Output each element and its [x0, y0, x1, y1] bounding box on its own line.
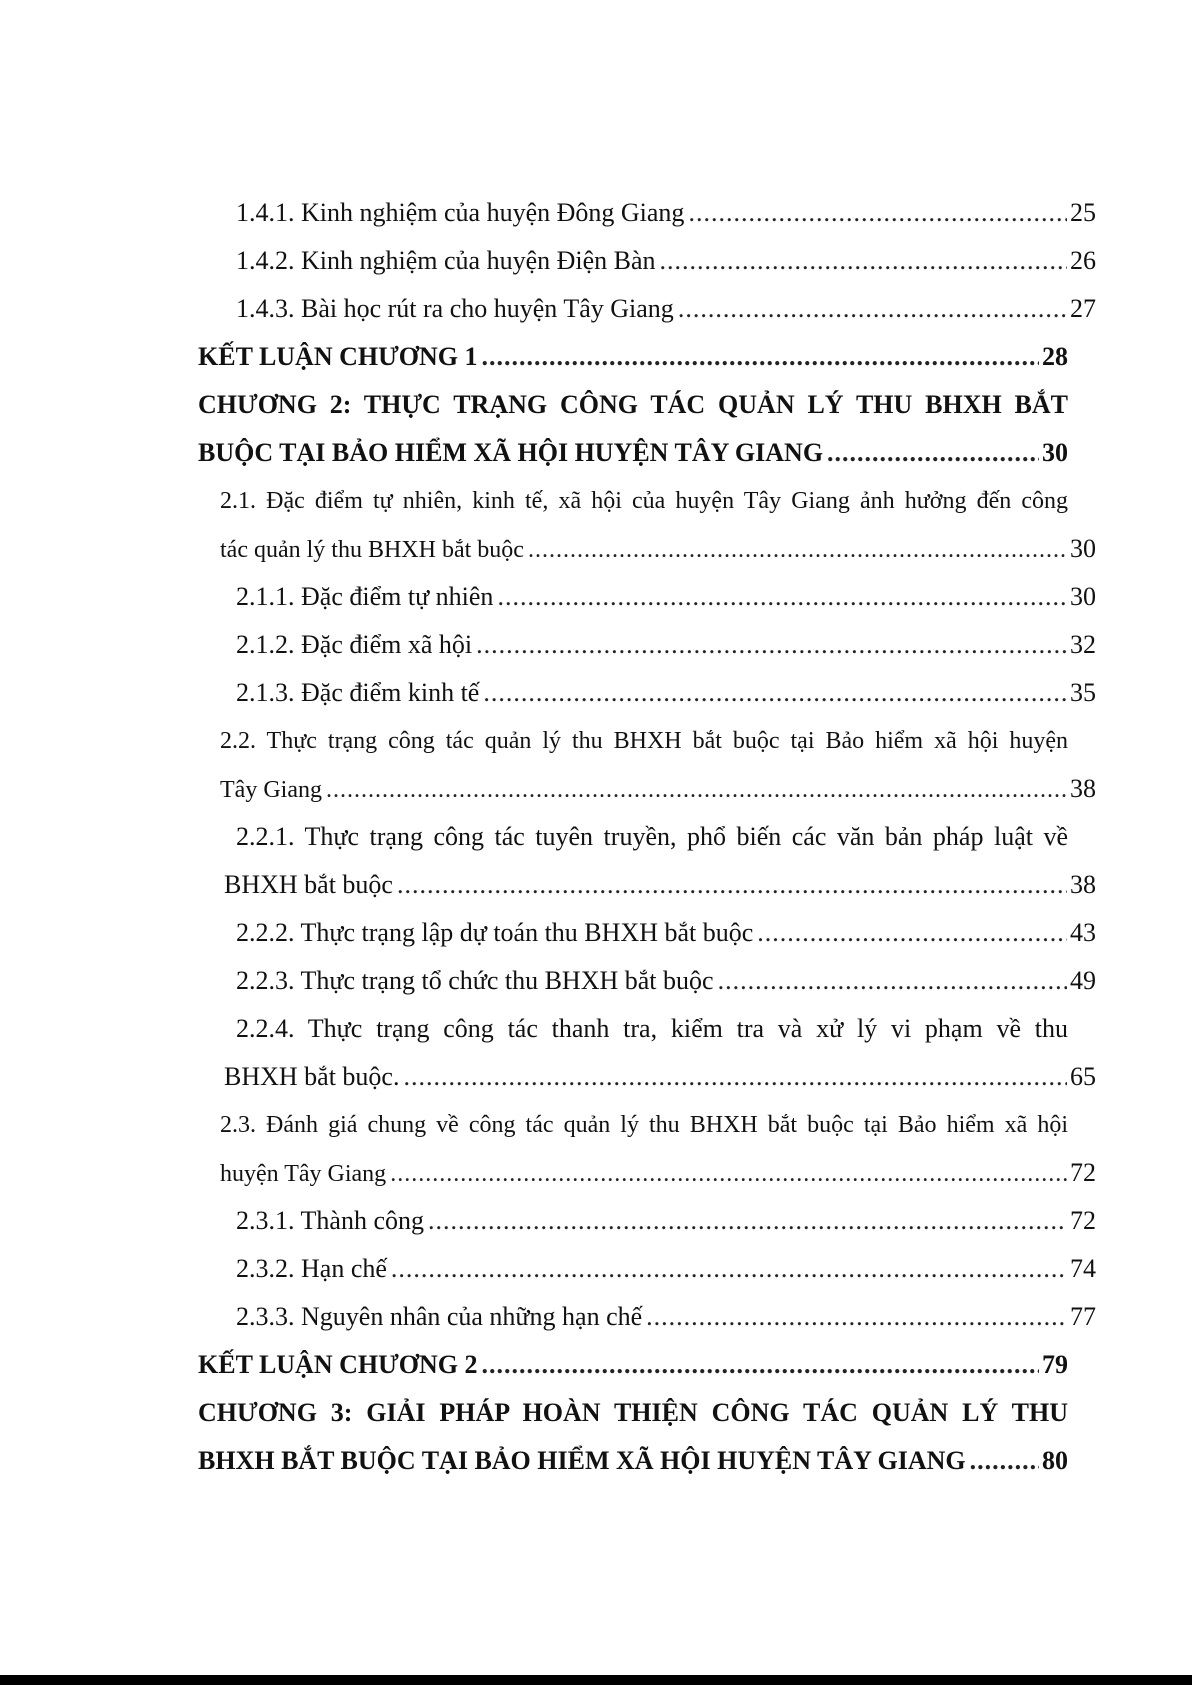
toc-entry	[236, 626, 1096, 664]
toc-entry-label: 2.2.1. Thực trạng công tác tuyên truyền, phổ biến các văn bản pháp luật về	[236, 822, 1068, 851]
toc-entry-label: CHƯƠNG 2: THỰC TRẠNG CÔNG TÁC QUẢN LÝ THU BHXH BẮT	[198, 390, 1068, 419]
dot-leader	[326, 771, 1067, 809]
toc-chapter-heading-line1	[198, 1394, 1068, 1432]
toc-entry	[236, 674, 1096, 712]
toc-entry-label: 2.1.3. Đặc điểm kinh tế	[236, 678, 480, 707]
toc-entry-label: 2.2.2. Thực trạng lập dự toán thu BHXH bắt buộc	[236, 918, 754, 947]
toc-entry-line2	[224, 866, 1096, 904]
dot-leader	[688, 194, 1067, 232]
toc-chapter-heading-line2	[198, 434, 1068, 472]
toc-entry-line1	[236, 818, 1068, 856]
toc-entry-label: 2.2. Thực trạng công tác quản lý thu BHXH bắt buộc tại Bảo hiểm xã hội huyện	[220, 728, 1068, 754]
toc-entry-label: 2.2.3. Thực trạng tổ chức thu BHXH bắt buộc	[236, 966, 714, 995]
toc-entry-page: 80	[1042, 1446, 1068, 1475]
toc-entry-label: 1.4.3. Bài học rút ra cho huyện Tây Giang	[236, 294, 674, 323]
toc-entry-label: 2.1. Đặc điểm tự nhiên, kinh tế, xã hội của huyện Tây Giang ảnh hưởng đến công	[220, 488, 1068, 514]
toc-chapter-conclusion	[198, 338, 1068, 376]
toc-entry-label-cont: tác quản lý thu BHXH bắt buộc	[220, 537, 524, 563]
dot-leader	[482, 1346, 1039, 1384]
toc-section-line1	[220, 722, 1068, 760]
toc-entry-label: CHƯƠNG 3: GIẢI PHÁP HOÀN THIỆN CÔNG TÁC QUẢN LÝ THU	[198, 1398, 1068, 1427]
dot-leader	[497, 578, 1067, 616]
toc-entry-page: 26	[1070, 246, 1096, 275]
toc-entry-label: 1.4.2. Kinh nghiệm của huyện Điện Bàn	[236, 246, 656, 275]
toc-entry	[236, 194, 1096, 232]
toc-entry-label-cont: BUỘC TẠI BẢO HIỂM XÃ HỘI HUYỆN TÂY GIANG	[198, 438, 824, 467]
dot-leader	[397, 866, 1067, 904]
toc-entry-line1	[236, 1010, 1068, 1048]
toc-entry-page: 38	[1070, 870, 1096, 899]
toc-section-line2	[220, 1154, 1096, 1192]
toc-entry-label-cont: BHXH bắt buộc	[224, 870, 393, 899]
toc-entry	[236, 962, 1096, 1000]
toc-entry-page: 32	[1070, 630, 1096, 659]
toc-entry-label: 2.2.4. Thực trạng công tác thanh tra, kiểm tra và xử lý vi phạm về thu	[236, 1014, 1068, 1043]
dot-leader	[718, 962, 1067, 1000]
toc-entry-page: 72	[1070, 1158, 1096, 1187]
toc-entry-page: 49	[1070, 966, 1096, 995]
toc-entry-page: 43	[1070, 918, 1096, 947]
toc-entry-page: 79	[1042, 1350, 1068, 1379]
dot-leader	[483, 674, 1067, 712]
toc-entry-label: 2.3.1. Thành công	[236, 1206, 424, 1235]
dot-leader	[646, 1298, 1067, 1336]
toc-entry-page: 30	[1042, 438, 1068, 467]
toc-entry-label: 2.3.2. Hạn chế	[236, 1254, 387, 1283]
toc-section-line2	[220, 530, 1096, 568]
toc-entry	[236, 1298, 1096, 1336]
toc-entry-page: 25	[1070, 198, 1096, 227]
toc-entry-label: KẾT LUẬN CHƯƠNG 2	[198, 1350, 478, 1379]
toc-entry-page: 28	[1042, 342, 1068, 371]
toc-entry-page: 65	[1070, 1062, 1096, 1091]
toc-entry-label: 2.3.3. Nguyên nhân của những hạn chế	[236, 1302, 643, 1331]
toc-entry-page: 27	[1070, 294, 1096, 323]
toc-entry-page: 30	[1070, 534, 1096, 563]
dot-leader	[528, 531, 1067, 569]
dot-leader	[476, 626, 1067, 664]
toc-section-line2	[220, 770, 1096, 808]
toc-section-line1	[220, 482, 1068, 520]
page-bottom-border	[0, 1675, 1192, 1685]
dot-leader	[403, 1058, 1067, 1096]
toc-entry-label-cont: huyện Tây Giang	[220, 1161, 387, 1187]
toc-entry-label: 2.1.1. Đặc điểm tự nhiên	[236, 582, 494, 611]
toc-entry	[236, 1250, 1096, 1288]
toc-entry	[236, 290, 1096, 328]
toc-entry	[236, 578, 1096, 616]
toc-entry-label-cont: Tây Giang	[220, 777, 322, 803]
toc-section-line1	[220, 1106, 1068, 1144]
toc-entry-label: 2.3. Đánh giá chung về công tác quản lý thu BHXH bắt buộc tại Bảo hiểm xã hội	[220, 1112, 1068, 1138]
dot-leader	[428, 1202, 1067, 1240]
dot-leader	[678, 290, 1067, 328]
toc-entry-page: 35	[1070, 678, 1096, 707]
toc-entry	[236, 242, 1096, 280]
toc-entry-page: 38	[1070, 774, 1096, 803]
dot-leader	[660, 242, 1067, 280]
dot-leader	[391, 1250, 1067, 1288]
dot-leader	[827, 434, 1039, 472]
toc-entry-page: 74	[1070, 1254, 1096, 1283]
toc-entry-page: 30	[1070, 582, 1096, 611]
toc-chapter-conclusion	[198, 1346, 1068, 1384]
toc-entry-label: 1.4.1. Kinh nghiệm của huyện Đông Giang	[236, 198, 685, 227]
toc-entry-page: 77	[1070, 1302, 1096, 1331]
toc-entry-label-cont: BHXH bắt buộc.	[224, 1062, 400, 1091]
toc-entry	[236, 914, 1096, 952]
toc-entry-label: 2.1.2. Đặc điểm xã hội	[236, 630, 473, 659]
toc-entry	[236, 1202, 1096, 1240]
toc-entry-line2	[224, 1058, 1096, 1096]
toc-entry-page: 72	[1070, 1206, 1096, 1235]
toc-entry-label-cont: BHXH BẮT BUỘC TẠI BẢO HIỂM XÃ HỘI HUYỆN TÂY GIANG	[198, 1446, 966, 1475]
dot-leader	[757, 914, 1067, 952]
toc-entry-label: KẾT LUẬN CHƯƠNG 1	[198, 342, 478, 371]
dot-leader	[482, 338, 1039, 376]
toc-chapter-heading-line2	[198, 1442, 1068, 1480]
toc-chapter-heading-line1	[198, 386, 1068, 424]
dot-leader	[970, 1442, 1039, 1480]
dot-leader	[390, 1155, 1067, 1193]
